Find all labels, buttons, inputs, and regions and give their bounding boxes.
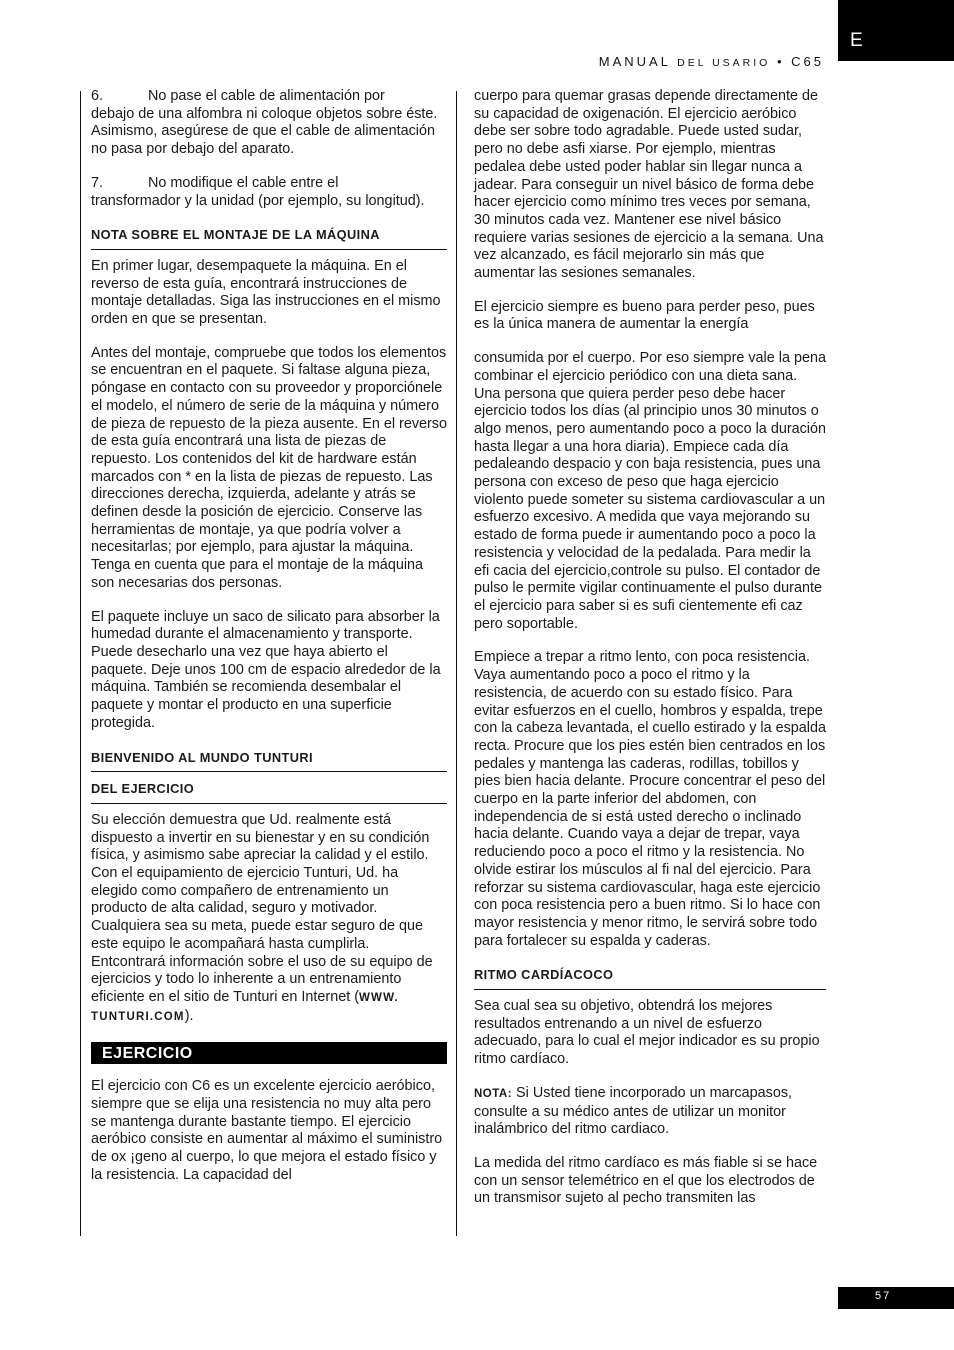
running-header — [599, 54, 824, 69]
header-manual: MANUAL — [598, 54, 671, 69]
paragraph: El ejercicio siempre es bueno para perder peso, pues es la única manera de aumentar la energía — [474, 298, 815, 333]
list-item-text: transformador y la unidad (por ejemplo, su longitud). — [91, 192, 425, 209]
section-ejercicio: EJERCICIO — [91, 1042, 447, 1064]
note-label: NOTA: — [474, 1087, 513, 1100]
page-number-tab — [838, 1287, 954, 1309]
note-text: Si Usted tiene incorporado un marcapasos, consulte a su médico antes de utilizar un monitor inalámbrico del ritmo cardiaco. — [474, 1084, 793, 1138]
paragraph: cuerpo para quemar grasas depende directamente de su capacidad de oxigenación. El ejercicio aeróbico debe ser sobre todo agradable. Puede usted sudar, pero no debe asfi xiarse. Por ejemplo, mientras pedalea debe usted poder hablar sin llegar nunca a jadear. Para conseguir un nivel básico de forma debe hacer ejercicio como mínimo tres veces por semana, 30 minutos cada vez. Mantener ese nivel básico requiere varias sesiones de ejercicio a la semana. Una vez alcanzado, es fácil mejorarlo sin más que aumentar las sesiones semanales. — [474, 88, 824, 282]
url-www: WWW. — [358, 991, 399, 1004]
paragraph: Empiece a trepar a ritmo lento, con poca resistencia. Vaya aumentando poco a poco el ritmo y la resistencia, de acuerdo con su estado físico. Para evitar esfuerzos en el cuello, hombros y espalda, trepe con la cabeza levantada, el cuello estirado y la espalda recta. Procure que los pies estén bien centrados en los pedales y mantenga las caderas, rodillas, tobillos y pies bien hacia delante. Procure concentrar el peso del cuerpo en la parte inferior del abdomen, con independencia de si está usted derecho o inclinado hacia delante. Cuando vaya a dejar de trepar, vaya reduciendo poco a poco el ritmo y la resistencia. No olvide estirar los músculos al fi nal del ejercicio. Para reforzar su sistema cardiovascular, haga este ejercicio con poca resistencia pero a buen ritmo. Si lo hace con mayor resistencia y menor ritmo, le servirá sobre todo para fortalecer su espalda y caderas. — [474, 649, 827, 949]
header-model: C65 — [791, 54, 824, 69]
left-column — [91, 88, 447, 1201]
list-item — [91, 88, 447, 159]
paragraph: En primer lugar, desempaquete la máquina. En el reverso de esta guía, encontrará instrucciones de montaje detalladas. Siga las instrucciones en el mismo orden en que se presentan. — [91, 257, 441, 328]
note-paragraph — [474, 1085, 826, 1139]
heading-bienvenido: BIENVENIDO AL MUNDO TUNTURI — [91, 749, 447, 773]
language-tab-label: E — [850, 30, 863, 51]
right-column — [474, 88, 826, 1224]
list-item-number: 6. — [91, 88, 104, 104]
paragraph-bienvenido — [91, 812, 447, 1026]
language-tab — [838, 0, 954, 61]
paragraph: El ejercicio con C6 es un excelente ejercicio aeróbico, siempre que se elija una resistencia no muy alta pero se mantenga durante bastante tiempo. El ejercicio aeróbico consiste en aumentar al máximo el suministro de ox ¡geno al cuerpo, lo que mejora el estado físico y la resistencia. La capacidad del — [91, 1078, 443, 1183]
list-item-number: 7. — [91, 174, 104, 191]
center-column-rule — [456, 91, 457, 1236]
heading-del-ejercicio: DEL EJERCICIO — [91, 780, 447, 804]
url-tunturi: TUNTURI.COM — [91, 1010, 185, 1023]
paragraph: Sea cual sea su objetivo, obtendrá los mejores resultados entrenando a un nivel de esfuerzo adecuado, para lo cual el mejor indicador es su propio ritmo cardíaco. — [474, 998, 820, 1068]
list-item-line1: No modifique el cable entre el — [148, 174, 339, 191]
heading-ritmo: RITMO CARDÍACOCO — [474, 966, 826, 990]
left-column-rule — [80, 91, 81, 1236]
paragraph: La medida del ritmo cardíaco es más fiable si se hace con un sensor telemétrico en el que los electrodos de un transmisor sujeto al pecho transmiten las — [474, 1154, 818, 1207]
paragraph: consumida por el cuerpo. Por eso siempre vale la pena combinar el ejercicio periódico con una dieta sana. Una persona que quiera perder peso debe hacer ejercicio todos los días (al principio unos 30 minutos o algo menos, pero aumentando poco a poco la duración hasta llegar a una hora diaria). Empiece cada día pedaleando despacio y con baja resistencia, pues una persona con exceso de peso que haga ejercicio violento puede someter su sistema cardiovascular a un esfuerzo excesivo. A medida que vaya mejorando su estado de forma puede ir aumentando poco a poco la resistencia y velocidad de la pedalada. Para medir la efi cacia del ejercicio,controle su pulso. El contador de pulso le permite vigilar continuamente el pulso durante el ejercicio para saber si es sufi cientemente efi caz pero soportable. — [474, 350, 827, 632]
list-item — [91, 175, 447, 210]
paragraph: Antes del montaje, compruebe que todos los elementos se encuentran en el paquete. Si faltase alguna pieza, póngase en contacto con su proveedor y proporciónele el modelo, el número de serie de la máquina y número de pieza de repuesto de la pieza ausente. En el reverso de esta guía encontrará una lista de piezas de repuesto. Los contenidos del kit de hardware están marcados con * en la lista de piezas de repuesto. Las direcciones derecha, izquierda, adelante y atrás se definen desde la posición de ejercicio. Conserve las herramientas de montaje, ya que podría volver a necesitarlas; por ejemplo, para ajustar la máquina. Tenga en cuenta que para el montaje de la máquina son necesarias dos personas. — [91, 344, 448, 591]
list-item-text: debajo de una alfombra ni coloque objetos sobre éste. Asimismo, asegúrese de que el cable de alimentación no pasa por debajo del aparato. — [91, 105, 438, 158]
url-close: ). — [184, 1007, 194, 1024]
list-item-line1: No pase el cable de alimentación por — [148, 88, 385, 104]
header-rest: DEL USARIO — [677, 57, 771, 69]
header-bullet: • — [776, 54, 785, 69]
page-number: 57 — [875, 1290, 892, 1302]
paragraph-text: Su elección demuestra que Ud. realmente está dispuesto a invertir en su bienestar y en su condición física, y asimismo sabe apreciar la calidad y el estilo. Con el equipamiento de ejercicio Tunturi, Ud. ha elegido como compañero de entrenamiento un producto de alta calidad, seguro y motivador. Cualquiera sea su meta, puede estar seguro de que este equipo le acompañará hasta cumplirla. Entcontrará información sobre el uso de su equipo de ejercicios y todo lo inherente a un entrenamiento eficiente en el sitio de Tunturi en Internet ( — [91, 811, 433, 1005]
paragraph: El paquete incluye un saco de silicato para absorber la humedad durante el almacenamiento y transporte. Puede desecharlo una vez que haya abierto el paquete. Deje unos 100 cm de espacio alrededor de la máquina. También se recomienda desembalar el paquete y montar el producto en una superficie protegida. — [91, 608, 441, 731]
heading-montaje: NOTA SOBRE EL MONTAJE DE LA MÁQUINA — [91, 226, 447, 250]
